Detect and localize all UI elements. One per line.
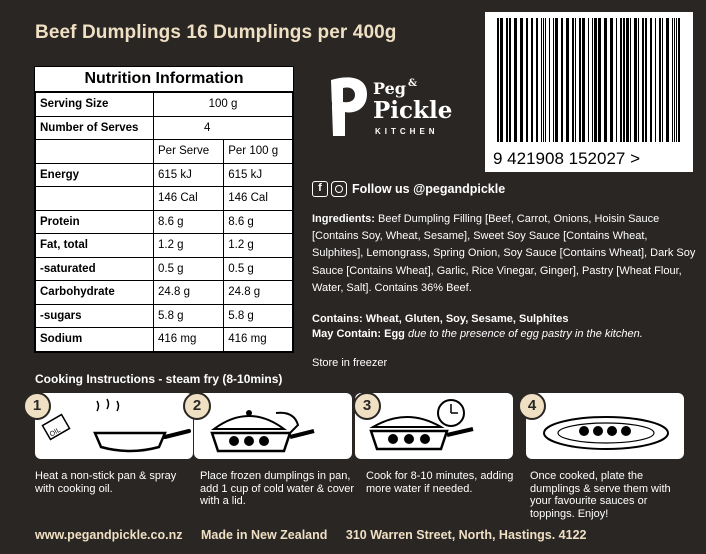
serving-size-value: 100 g xyxy=(154,93,293,117)
social-follow xyxy=(312,181,505,197)
step-number-3: 3 xyxy=(353,392,381,420)
instagram-icon[interactable] xyxy=(331,181,347,197)
barcode-bar xyxy=(592,18,593,142)
pan-spray-icon xyxy=(35,393,193,459)
contains-text: Contains: Wheat, Gluten, Soy, Sesame, Sulphites xyxy=(312,313,569,325)
table-row: 146 Cal 146 Cal xyxy=(36,187,293,211)
barcode-bar xyxy=(616,18,617,142)
brand-logo xyxy=(325,72,475,142)
cooking-heading: Cooking Instructions - steam fry (8-10mins) xyxy=(35,372,283,386)
barcode-bar xyxy=(604,18,607,142)
barcode-bar xyxy=(561,18,563,142)
may-contain-label: May Contain: Egg xyxy=(312,328,405,340)
barcode-bar xyxy=(514,18,517,142)
barcode-bar xyxy=(610,18,613,142)
barcode-bar xyxy=(678,18,680,142)
barcode-bar xyxy=(549,18,550,142)
table-row: Carbohydrate 24.8 g 24.8 g xyxy=(36,281,293,305)
may-contain-text: due to the presence of egg pastry in the kitchen. xyxy=(407,328,643,340)
barcode-bar xyxy=(662,18,663,142)
barcode-bar xyxy=(650,18,652,142)
logo-mark xyxy=(325,72,475,142)
logo-text-kitchen: KITCHEN xyxy=(375,127,439,136)
barcode-bar xyxy=(509,18,511,142)
barcode-bar xyxy=(588,18,589,142)
barcode-bar xyxy=(531,18,533,142)
table-row: Fat, total 1.2 g 1.2 g xyxy=(36,234,293,258)
barcode-bar xyxy=(594,18,597,142)
step-2-illustration xyxy=(194,393,352,459)
barcode-bar xyxy=(572,18,574,142)
barcode-number: 9 421908 152027 > xyxy=(493,149,641,168)
pan-lid-icon xyxy=(194,393,352,459)
table-row: -saturated 0.5 g 0.5 g xyxy=(36,257,293,281)
step-number-4: 4 xyxy=(518,392,546,420)
barcode-bar xyxy=(500,18,503,142)
product-title: Beef Dumplings 16 Dumplings per 400g xyxy=(35,22,397,43)
ingredients-block xyxy=(312,211,696,297)
table-row: -sugars 5.8 g 5.8 g xyxy=(36,304,293,328)
storage-text: Store in freezer xyxy=(312,357,388,369)
table-row: Protein 8.6 g 8.6 g xyxy=(36,210,293,234)
plate-icon xyxy=(526,393,684,459)
barcode-bar xyxy=(666,18,669,142)
barcode-bar xyxy=(520,18,523,142)
table-row xyxy=(36,140,293,164)
barcode xyxy=(485,12,693,172)
barcode-bar xyxy=(555,18,558,142)
nutrition-table xyxy=(35,92,293,352)
footer xyxy=(35,528,601,542)
logo-text-peg: Peg xyxy=(373,79,406,98)
barcode-bar xyxy=(506,18,508,142)
barcode-bar xyxy=(536,18,538,142)
barcode-bar xyxy=(598,18,601,142)
step-4-text: Once cooked, plate the dumplings & serve them with your favourite sauces or toppings. Enjoy! xyxy=(530,470,671,520)
nutrition-panel xyxy=(34,66,294,353)
step-3-text: Cook for 8-10 minutes, adding more water if needed. xyxy=(366,470,514,495)
barcode-bar xyxy=(645,18,647,142)
barcode-bar xyxy=(638,18,639,142)
step-number-1: 1 xyxy=(23,392,51,420)
step-number-2: 2 xyxy=(183,392,211,420)
barcode-bar xyxy=(579,18,581,142)
barcode-bar xyxy=(642,18,644,142)
barcode-bar xyxy=(545,18,546,142)
logo-p-shape xyxy=(331,77,367,136)
allergen-block xyxy=(312,312,696,342)
oil-label: OIL xyxy=(48,426,62,439)
nutrition-heading: Nutrition Information xyxy=(35,67,293,92)
barcode-bar xyxy=(674,18,675,142)
ingredients-label: Ingredients: xyxy=(312,213,375,225)
follow-text: Follow us @pegandpickle xyxy=(352,182,506,196)
barcode-bar xyxy=(575,18,576,142)
barcode-bar xyxy=(676,18,677,142)
serves-label: Number of Serves xyxy=(36,116,154,140)
serving-size-label: Serving Size xyxy=(36,93,154,117)
step-4-illustration xyxy=(526,393,684,459)
barcode-bar xyxy=(634,18,637,142)
table-row: Sodium 416 mg 416 mg xyxy=(36,328,293,352)
table-row xyxy=(36,116,293,140)
serves-value: 4 xyxy=(154,116,293,140)
barcode-bar xyxy=(553,18,554,142)
step-1-illustration xyxy=(35,393,193,459)
col-per-serve: Per Serve xyxy=(154,140,224,164)
barcode-bar xyxy=(672,18,673,142)
barcode-bar xyxy=(497,18,499,142)
barcode-bar xyxy=(582,18,585,142)
step-2-text: Place frozen dumplings in pan, add 1 cup of cold water & cover with a lid. xyxy=(200,470,355,507)
barcode-bar xyxy=(566,18,569,142)
col-per-100g: Per 100 g xyxy=(224,140,293,164)
table-row xyxy=(36,93,293,117)
barcode-bar xyxy=(620,18,622,142)
barcode-bar xyxy=(623,18,625,142)
footer-address: 310 Warren Street, North, Hastings. 4122 xyxy=(345,528,587,542)
barcode-bar xyxy=(630,18,631,142)
barcode-bar xyxy=(655,18,656,142)
barcode-bars xyxy=(485,12,693,172)
logo-text-pickle: Pickle xyxy=(373,97,453,124)
step-1-text: Heat a non-stick pan & spray with cooking oil. xyxy=(35,470,177,495)
footer-made-in: Made in New Zealand xyxy=(200,528,328,542)
barcode-bar xyxy=(543,18,544,142)
barcode-bar xyxy=(659,18,661,142)
barcode-bar xyxy=(626,18,629,142)
logo-text-amp: & xyxy=(408,78,418,89)
barcode-bar xyxy=(526,18,528,142)
ingredients-text: Beef Dumpling Filling [Beef, Carrot, Onions, Hoisin Sauce [Contains Soy, Wheat, Sesame], Sweet Soy Sauce [Contains Wheat, Sulphites], Lemongrass, Spring Onion, Soy Sauce [Contains Wheat], Dark Soy Sauce [Contains Wheat], Garlic, Rice Vinegar, Ginger], Pastry [Wheat Flour, Water, Salt]. Contains 36% Beef. xyxy=(312,213,696,294)
facebook-icon[interactable]: f xyxy=(312,181,328,197)
footer-website[interactable]: www.pegandpickle.co.nz xyxy=(35,528,183,542)
barcode-bar xyxy=(541,18,542,142)
table-row: Energy 615 kJ 615 kJ xyxy=(36,163,293,187)
